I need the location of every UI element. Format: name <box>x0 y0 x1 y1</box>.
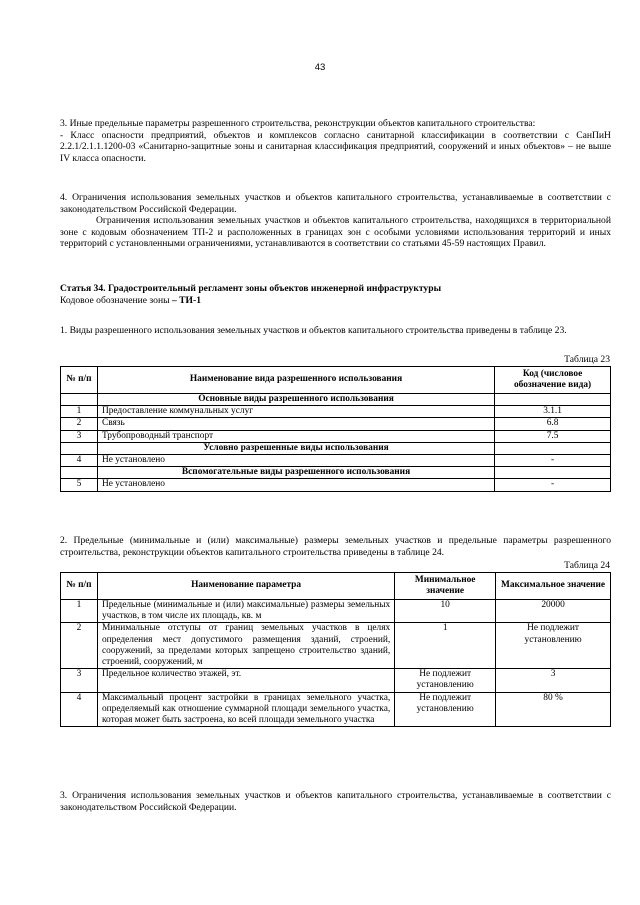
section-title: Вспомогательные виды разрешенного использования <box>97 467 494 479</box>
paragraph-other-limits <box>60 118 611 164</box>
section-title: Условно разрешенные виды использования <box>97 442 494 454</box>
table-row <box>61 600 611 623</box>
table24-caption: Таблица 24 <box>564 560 610 571</box>
table-row <box>61 455 611 467</box>
table24-header-row <box>61 573 611 600</box>
table-row <box>61 692 611 727</box>
cell-code: 3.1.1 <box>495 406 611 418</box>
table-row <box>61 623 611 669</box>
cell-num: 5 <box>61 479 98 491</box>
cell-code: - <box>495 455 611 467</box>
table-row <box>61 406 611 418</box>
cell-max: 80 % <box>496 692 611 727</box>
cell-param: Предельное количество этажей, эт. <box>97 669 394 692</box>
zone-code-label: Кодовое обозначение зоны <box>60 294 172 306</box>
restrictions-heading: 4. Ограничения использования земельных участков и объектов капитального строительства, устанавливаемые в соответствии с законодательством Российской Федерации. <box>60 192 611 215</box>
restrictions-body: Ограничения использования земельных участков и объектов капитального строительства, находящихся в территориальной зоне с кодовым обозначением ТП-2 и расположенных в границах зон с особыми условиями использования территорий и иных территорий с установленными ограничениями, устанавливаются в соответствии со статьями 45-59 настоящих Правил. <box>60 215 611 249</box>
table23-header-code: Код (числовое обозначение вида) <box>495 367 611 394</box>
cell-min: 10 <box>395 600 496 623</box>
cell-max: 20000 <box>496 600 611 623</box>
table23-header-num: № п/п <box>61 367 98 394</box>
table24-header-num: № п/п <box>61 573 98 600</box>
table-23 <box>60 366 611 492</box>
table23-header-row <box>61 367 611 394</box>
cell-num: 3 <box>61 430 98 442</box>
cell-code: 6.8 <box>495 418 611 430</box>
article-header <box>60 283 611 306</box>
paragraph-restrictions <box>60 192 611 250</box>
table24-header-max: Максимальное значение <box>496 573 611 600</box>
page-number: 43 <box>314 62 326 73</box>
table-24 <box>60 572 611 727</box>
cell-num: 2 <box>61 418 98 430</box>
hazard-class-item: - Класс опасности предприятий, объектов и комплексов согласно санитарной классификации в соответствии с СанПиН 2.2.1/2.1.1.1200-03 «Санитарно-защитные зоны и санитарная классификация предприятий, сооружений и иных объектов» – не выше IV класса опасности. <box>60 129 611 164</box>
cell-name: Связь <box>97 418 494 430</box>
cell-num: 1 <box>61 600 98 623</box>
zone-code-value: – ТИ-1 <box>171 294 202 306</box>
cell-num: 4 <box>61 455 98 467</box>
cell-min: 1 <box>395 623 496 669</box>
cell-num: 3 <box>61 669 98 692</box>
cell-max: Не подлежит установлению <box>496 623 611 669</box>
table23-section-row <box>61 467 611 479</box>
cell-num: 4 <box>61 692 98 727</box>
table24-header-param: Наименование параметра <box>97 573 394 600</box>
table-row <box>61 418 611 430</box>
table23-section-row <box>61 442 611 454</box>
table23-header-name: Наименование вида разрешенного использования <box>97 367 494 394</box>
table23-caption: Таблица 23 <box>564 354 610 365</box>
cell-min: Не подлежит установлению <box>395 692 496 727</box>
table24-header-min: Минимальное значение <box>395 573 496 600</box>
cell-num: 1 <box>61 406 98 418</box>
article-title: Статья 34. Градостроительный регламент зоны объектов инженерной инфраструктуры <box>60 283 442 294</box>
cell-min: Не подлежит установлению <box>395 669 496 692</box>
cell-code: 7.5 <box>495 430 611 442</box>
cell-name: Предоставление коммунальных услуг <box>97 406 494 418</box>
other-limits-heading: 3. Иные предельные параметры разрешенного строительства, реконструкции объектов капитального строительства: <box>60 118 536 129</box>
cell-name: Не установлено <box>97 479 494 491</box>
section-title: Основные виды разрешенного использования <box>97 394 494 406</box>
table-row <box>61 479 611 491</box>
cell-code: - <box>495 479 611 491</box>
cell-name: Не установлено <box>97 455 494 467</box>
cell-name: Трубопроводный транспорт <box>97 430 494 442</box>
table-row <box>61 430 611 442</box>
cell-param: Предельные (минимальные и (или) максимальные) размеры земельных участков, в том числе их площадь, кв. м <box>97 600 394 623</box>
table23-section-row <box>61 394 611 406</box>
cell-max: 3 <box>496 669 611 692</box>
cell-num: 2 <box>61 623 98 669</box>
table24-intro: 2. Предельные (минимальные и (или) максимальные) размеры земельных участков и предельные параметры разрешенного строительства, реконструкции объектов капитального строительства приведены в таблице 24. <box>60 535 611 558</box>
final-restrictions-note: 3. Ограничения использования земельных участков и объектов капитального строительства, устанавливаемые в соответствии с законодательством Российской Федерации. <box>60 790 611 813</box>
cell-param: Минимальные отступы от границ земельных участков в целях определения мест допустимого размещения зданий, строений, сооружений, за пределами которых запрещено строительство зданий, строений, сооружений, м <box>97 623 394 669</box>
table-row <box>61 669 611 692</box>
table23-intro: 1. Виды разрешенного использования земельных участков и объектов капитального строительства приведены в таблице 23. <box>60 325 567 336</box>
cell-param: Максимальный процент застройки в границах земельного участка, определяемый как отношение суммарной площади земельного участка, которая может быть застроена, ко всей площади земельного участка <box>97 692 394 727</box>
